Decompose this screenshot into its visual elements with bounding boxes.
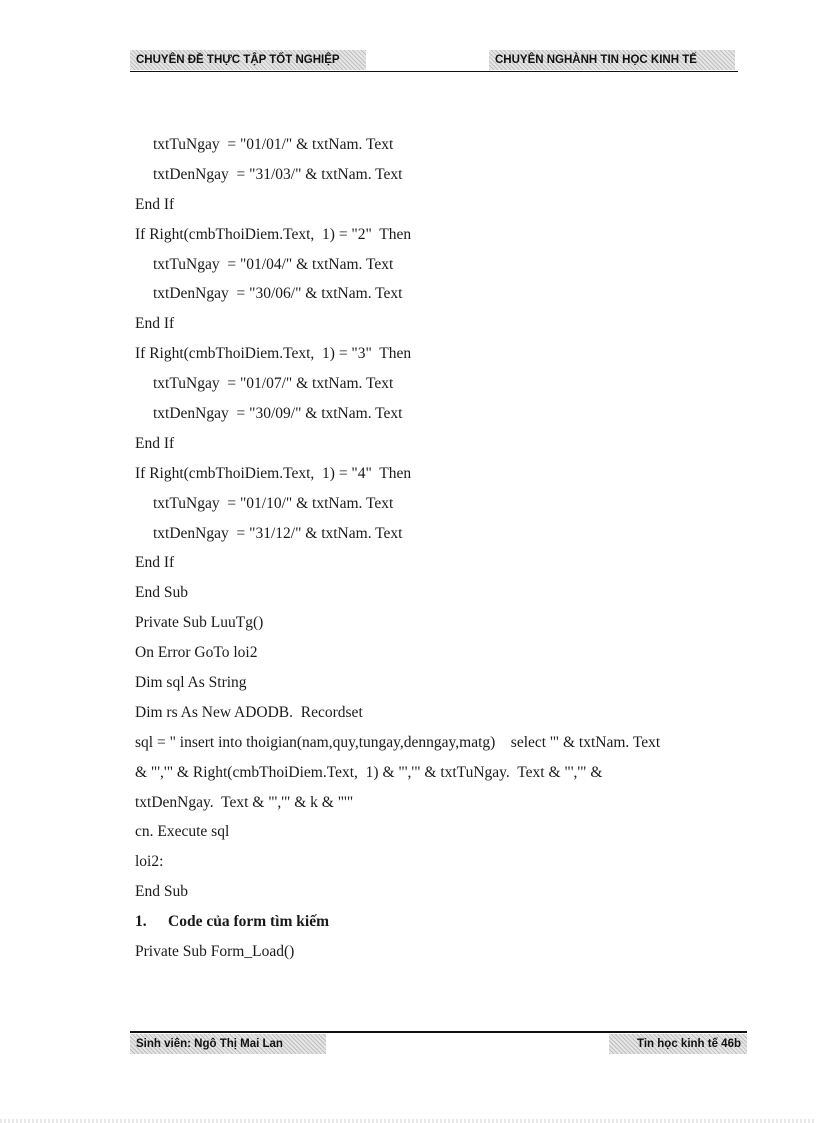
code-line: On Error GoTo loi2 <box>135 644 258 662</box>
code-line: txtTuNgay = "01/04/" & txtNam. Text <box>153 255 394 273</box>
header-left-title: CHUYÊN ĐỀ THỰC TẬP TỐT NGHIỆP <box>130 50 366 70</box>
code-line: txtTuNgay = "01/07/" & txtNam. Text <box>153 375 394 393</box>
code-line: txtDenNgay = "31/03/" & txtNam. Text <box>153 165 403 183</box>
code-line: txtTuNgay = "01/01/" & txtNam. Text <box>153 136 394 153</box>
code-line: If Right(cmbThoiDiem.Text, 1) = "2" Then <box>135 225 412 243</box>
code-line: txtDenNgay = "30/09/" & txtNam. Text <box>153 405 403 423</box>
code-line: txtDenNgay. Text & "','" & k & "'" <box>135 793 354 811</box>
code-line: & "','" & Right(cmbThoiDiem.Text, 1) & "','" & txtTuNgay. Text & "','" & <box>135 763 603 781</box>
code-line: loi2: <box>135 853 164 871</box>
code-line: End If <box>135 315 175 333</box>
header-right-title: CHUYÊN NGHÀNH TIN HỌC KINH TẾ <box>489 50 735 70</box>
code-line: cn. Execute sql <box>135 823 230 841</box>
code-line: If Right(cmbThoiDiem.Text, 1) = "4" Then <box>135 464 412 482</box>
code-line: Private Sub LuuTg() <box>135 614 264 632</box>
section-heading-number: 1. <box>135 913 147 931</box>
footer-class: Tin học kinh tế 46b <box>609 1034 747 1054</box>
section-heading-text: Code của form tìm kiếm <box>168 913 329 931</box>
footer-student-name: Sinh viên: Ngô Thị Mai Lan <box>130 1034 326 1054</box>
footer-divider <box>130 1031 747 1033</box>
code-line: Dim rs As New ADODB. Recordset <box>135 703 363 721</box>
code-body <box>135 130 735 967</box>
code-line: End If <box>135 434 175 452</box>
code-line: End If <box>135 195 175 213</box>
code-line: End If <box>135 554 175 572</box>
page-bottom-edge <box>0 1119 816 1123</box>
code-line: Dim sql As String <box>135 674 247 692</box>
code-line: End Sub <box>135 883 188 901</box>
code-line: txtTuNgay = "01/10/" & txtNam. Text <box>153 494 394 512</box>
section-heading <box>135 907 735 937</box>
code-line: txtDenNgay = "30/06/" & txtNam. Text <box>153 285 403 303</box>
header-divider <box>130 71 738 72</box>
code-line: txtDenNgay = "31/12/" & txtNam. Text <box>153 524 403 542</box>
code-line: Private Sub Form_Load() <box>135 943 295 961</box>
code-line: If Right(cmbThoiDiem.Text, 1) = "3" Then <box>135 345 412 363</box>
code-line: sql = " insert into thoigian(nam,quy,tungay,denngay,matg) select '" & txtNam. Text <box>135 733 661 751</box>
code-line: End Sub <box>135 584 188 602</box>
